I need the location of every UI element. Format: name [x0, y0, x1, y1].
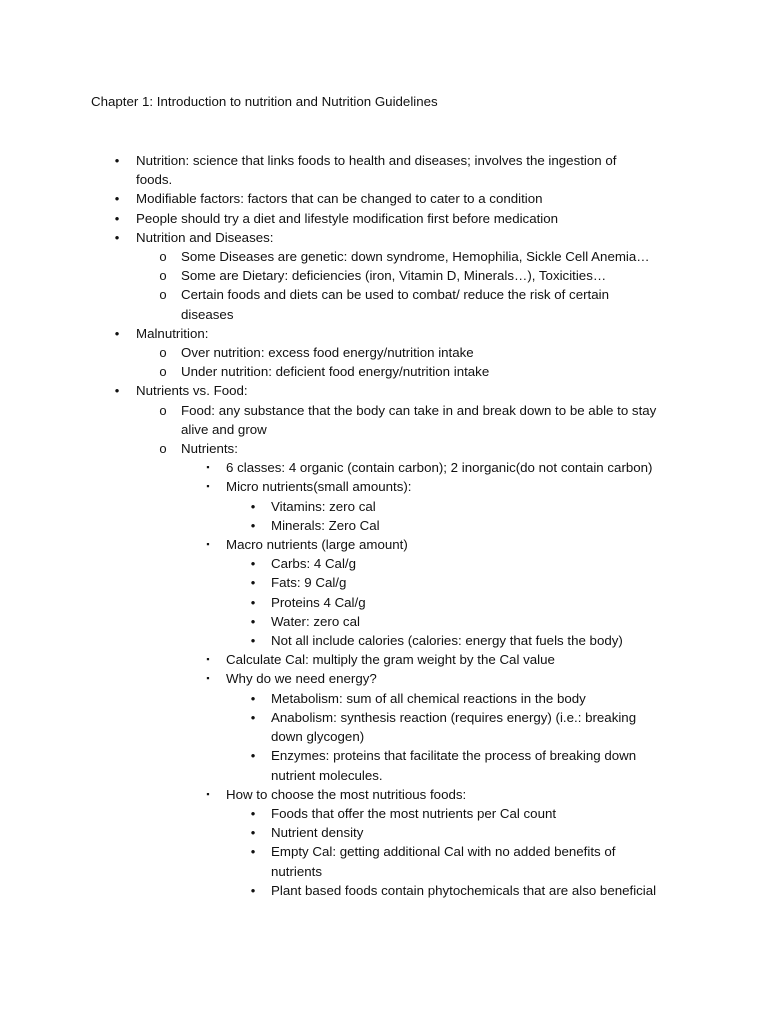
outline-item [0, 189, 768, 208]
bullet-icon: • [114, 153, 120, 168]
bullet-icon: ▪ [206, 673, 210, 684]
bullet-icon: • [250, 709, 256, 725]
outline-item [0, 324, 768, 343]
page-title: Chapter 1: Introduction to nutrition and Nutrition Guidelines [91, 94, 438, 109]
outline-item [0, 612, 768, 631]
bullet-icon: • [250, 633, 256, 649]
bullet-icon: • [250, 825, 256, 841]
outline-item [0, 573, 768, 592]
outline-item [0, 516, 768, 535]
outline-item [0, 669, 768, 688]
outline-item [0, 247, 768, 266]
bullet-icon: ▪ [206, 462, 210, 473]
outline-item-text: Under nutrition: deficient food energy/nutrition intake [181, 364, 490, 380]
outline-item [0, 881, 768, 900]
outline-item [0, 650, 768, 669]
bullet-icon: • [250, 575, 256, 591]
bullet-icon: ▪ [206, 654, 210, 665]
bullet-icon: • [250, 748, 256, 764]
outline-item-text: Proteins 4 Cal/g [271, 594, 366, 610]
bullet-icon: o [159, 402, 167, 418]
outline-item [0, 804, 768, 823]
bullet-icon: • [250, 844, 256, 860]
bullet-icon: • [250, 556, 256, 572]
outline-item [0, 401, 768, 439]
outline-item-text: Modifiable factors: factors that can be changed to cater to a condition [136, 191, 543, 207]
bullet-icon: • [250, 690, 256, 706]
outline-item-text: Vitamins: zero cal [271, 498, 376, 514]
bullet-icon: • [114, 229, 120, 245]
outline-item-text: down glycogen) [271, 729, 365, 745]
outline-item-text: Nutrient density [271, 825, 364, 841]
bullet-icon: o [159, 441, 167, 457]
outline-item [0, 439, 768, 458]
outline-item-text: Micro nutrients(small amounts): [226, 479, 412, 495]
bullet-icon: ▪ [206, 788, 210, 799]
outline-item [0, 266, 768, 285]
outline-item [0, 458, 768, 477]
outline-item-text: foods. [136, 172, 173, 188]
outline-item [0, 477, 768, 496]
outline-item-text: Plant based foods contain phytochemicals that are also beneficial [271, 882, 657, 898]
outline-item-text: Food: any substance that the body can take in and break down to be able to stay [181, 402, 657, 418]
outline-item-text: Nutrition: science that links foods to health and diseases; involves the ingestion of [136, 153, 617, 168]
outline-item-text: Nutrition and Diseases: [136, 229, 274, 245]
bullet-icon: ▪ [206, 539, 210, 550]
bullet-icon: o [159, 287, 167, 303]
outline-item-text: Malnutrition: [136, 325, 209, 341]
outline-item-text: diseases [181, 306, 234, 322]
outline-item-text: Over nutrition: excess food energy/nutrition intake [181, 345, 474, 361]
bullet-icon: • [114, 210, 120, 226]
outline-item-text: Fats: 9 Cal/g [271, 575, 347, 591]
outline-item [0, 343, 768, 362]
outline-item-text: Nutrients vs. Food: [136, 383, 248, 399]
outline-list [0, 151, 768, 900]
outline-item [0, 593, 768, 612]
outline-item-text: Enzymes: proteins that facilitate the process of breaking down [271, 748, 637, 764]
outline-item-text: nutrients [271, 863, 322, 879]
outline-item-text: Calculate Cal: multiply the gram weight by the Cal value [226, 652, 555, 668]
bullet-icon: • [250, 594, 256, 610]
bullet-icon: o [159, 249, 167, 265]
outline-item-text: Empty Cal: getting additional Cal with no added benefits of [271, 844, 616, 860]
outline-item-text: Metabolism: sum of all chemical reactions in the body [271, 690, 586, 706]
outline-item-text: Nutrients: [181, 441, 238, 457]
outline-item-text: Water: zero cal [271, 613, 360, 629]
outline-item-text: Minerals: Zero Cal [271, 517, 380, 533]
bullet-icon: • [114, 325, 120, 341]
outline-item-text: alive and grow [181, 421, 267, 437]
outline-item [0, 535, 768, 554]
outline-item-text: Why do we need energy? [226, 671, 377, 687]
outline-item [0, 209, 768, 228]
outline-item [0, 823, 768, 842]
outline-item [0, 708, 768, 746]
outline-item-text: People should try a diet and lifestyle modification first before medication [136, 210, 559, 226]
outline-item-text: Some Diseases are genetic: down syndrome, Hemophilia, Sickle Cell Anemia… [181, 249, 650, 265]
outline-item-text: Foods that offer the most nutrients per Cal count [271, 805, 557, 821]
outline-item [0, 785, 768, 804]
outline-item [0, 497, 768, 516]
outline-item-text: How to choose the most nutritious foods: [226, 786, 467, 802]
bullet-icon: • [114, 191, 120, 207]
bullet-icon: ▪ [206, 481, 210, 492]
outline-item-text: 6 classes: 4 organic (contain carbon); 2 inorganic(do not contain carbon) [226, 460, 653, 476]
bullet-icon: • [250, 882, 256, 898]
bullet-icon: o [159, 268, 167, 284]
bullet-icon: o [159, 345, 167, 361]
bullet-icon: • [250, 613, 256, 629]
outline-item-text: Certain foods and diets can be used to combat/ reduce the risk of certain [181, 287, 609, 303]
outline-item [0, 381, 768, 400]
outline-item [0, 689, 768, 708]
bullet-icon: • [250, 517, 256, 533]
outline-item-text: Some are Dietary: deficiencies (iron, Vitamin D, Minerals…), Toxicities… [181, 268, 607, 284]
outline-item-text: Not all include calories (calories: energy that fuels the body) [271, 633, 623, 649]
outline-item [0, 362, 768, 381]
outline-item [0, 151, 768, 189]
outline-item-text: Macro nutrients (large amount) [226, 537, 408, 553]
outline-item [0, 228, 768, 247]
outline-item-text: Carbs: 4 Cal/g [271, 556, 356, 572]
bullet-icon: • [250, 498, 256, 514]
outline-item-text: nutrient molecules. [271, 767, 383, 783]
bullet-icon: • [250, 805, 256, 821]
outline-item [0, 842, 768, 880]
outline-item [0, 631, 768, 650]
outline-item-text: Anabolism: synthesis reaction (requires energy) (i.e.: breaking [271, 709, 637, 725]
outline-item [0, 285, 768, 323]
bullet-icon: • [114, 383, 120, 399]
outline-item [0, 746, 768, 784]
outline-item [0, 554, 768, 573]
bullet-icon: o [159, 364, 167, 380]
